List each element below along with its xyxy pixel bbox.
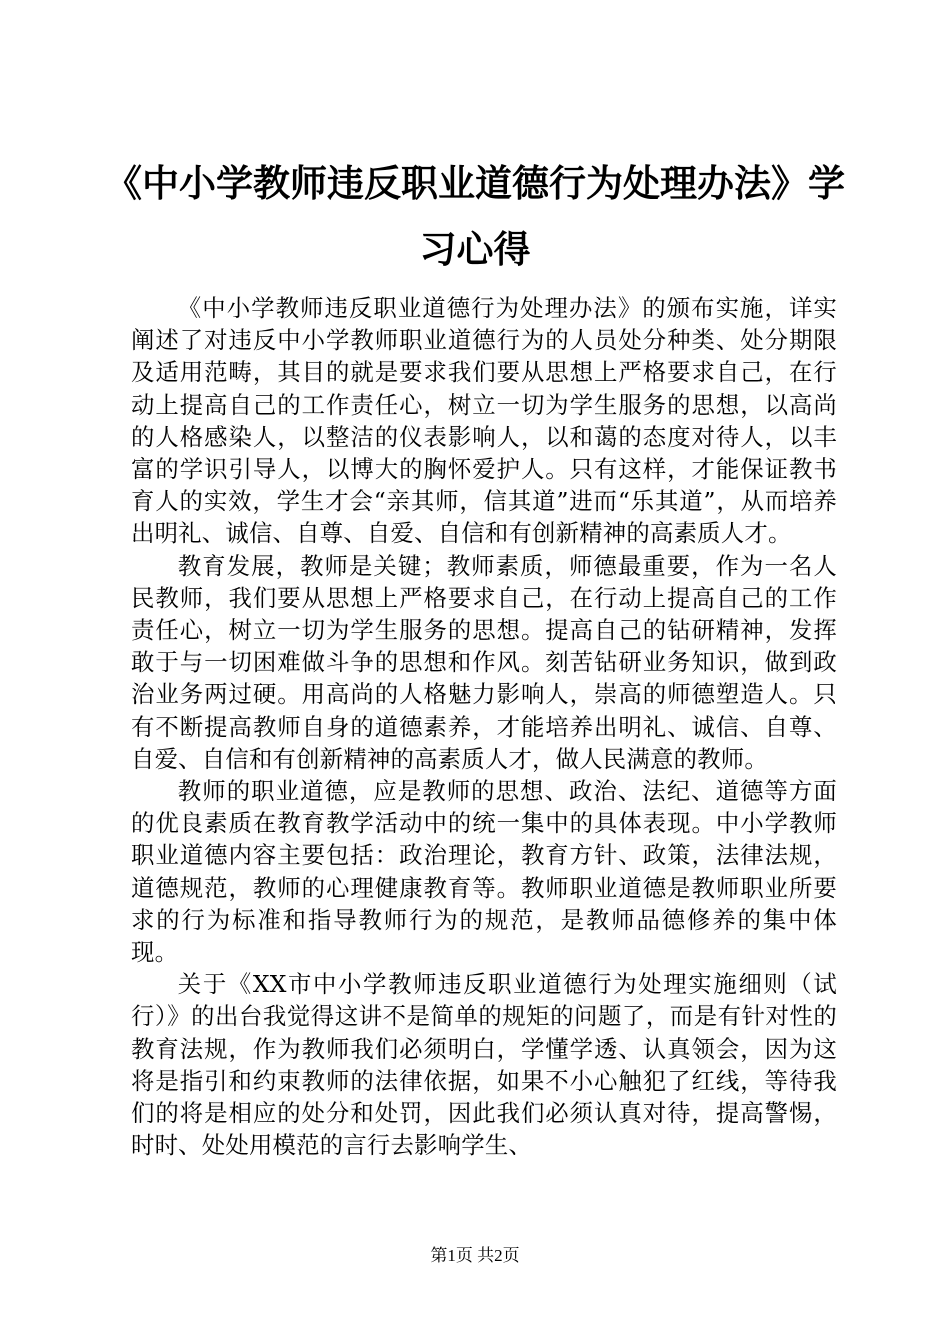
paragraph-2: 教育发展，教师是关键；教师素质，师德最重要，作为一名人民教师，我们要从思想上严格要求自己，在行动上提高自己的工作责任心，树立一切为学生服务的思想。提高自己的钻研精神，发挥敢于与一切困难做斗争的思想和作风。刻苦钻研业务知识，做到政治业务两过硬。用高尚的人格魅力影响人，崇高的师德塑造人。只有不断提高教师自身的道德素养，才能培养出明礼、诚信、自尊、自爱、自信和有创新精神的高素质人才，做人民满意的教师。 bbox=[131, 551, 837, 773]
paragraph-4: 关于《XX市中小学教师违反职业道德行为处理实施细则（试行）》的出台我觉得这讲不是简单的规矩的问题了，而是有针对性的教育法规，作为教师我们必须明白，学懂学透、认真领会，因为这将是指引和约束教师的法律依据，如果不小心触犯了红线，等待我们的将是相应的处分和处罚，因此我们必须认真对待，提高警惕，时时、处处用模范的言行去影响学生、 bbox=[131, 970, 837, 1160]
paragraph-3: 教师的职业道德，应是教师的思想、政治、法纪、道德等方面的优良素质在教育教学活动中的统一集中的具体表现。中小学教师职业道德内容主要包括：政治理论，教育方针、政策，法律法规，道德规范，教师的心理健康教育等。教师职业道德是教师职业所要求的行为标准和指导教师行为的规范，是教师品德修养的集中体现。 bbox=[131, 777, 837, 967]
document-body bbox=[131, 292, 837, 1161]
paragraph-1: 《中小学教师违反职业道德行为处理办法》的颁布实施，详实阐述了对违反中小学教师职业道德行为的人员处分种类、处分期限及适用范畴，其目的就是要求我们要从思想上严格要求自己，在行动上提高自己的工作责任心，树立一切为学生服务的思想，以高尚的人格感染人，以整洁的仪表影响人，以和蔼的态度对待人，以丰富的学识引导人，以博大的胸怀爱护人。只有这样，才能保证教书育人的实效，学生才会“亲其师，信其道”进而“乐其道”，从而培养出明礼、诚信、自尊、自爱、自信和有创新精神的高素质人才。 bbox=[131, 294, 837, 548]
document-title: 《中小学教师违反职业道德行为处理办法》学习心得 bbox=[105, 161, 845, 271]
page-number-footer: 第1页 共2页 bbox=[430, 1246, 520, 1265]
